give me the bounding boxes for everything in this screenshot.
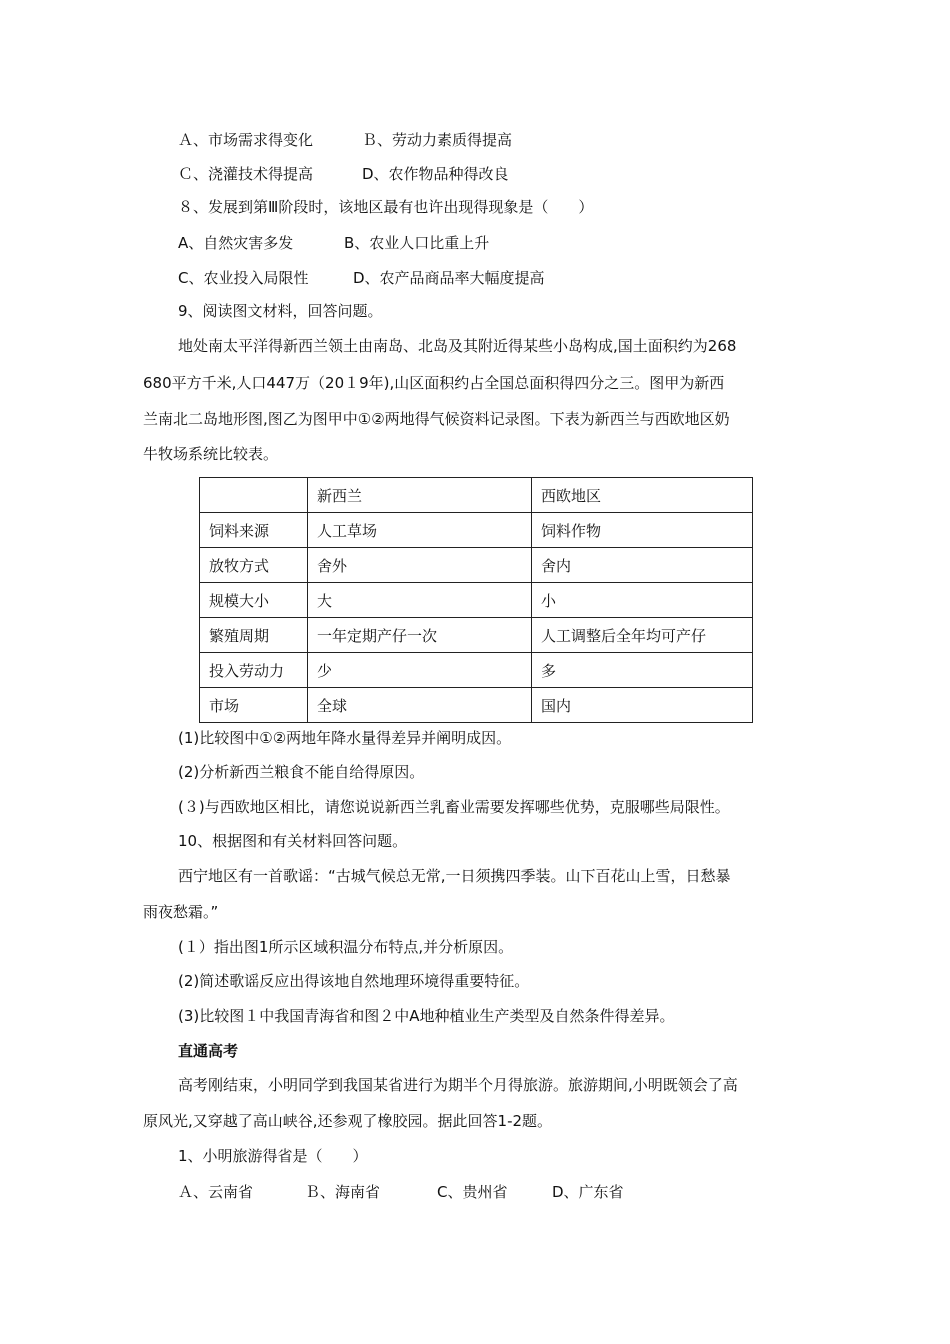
q8-stem: ８、发展到第Ⅲ阶段时，该地区最有也许出现得现象是（ ） <box>178 198 594 216</box>
section-title: 直通高考 <box>178 1042 239 1060</box>
table-header-row <box>200 478 753 513</box>
table-cell: 市场 <box>200 688 308 723</box>
q7-option-d: D、农作物品种得改良 <box>362 165 509 183</box>
table-header-cell <box>200 478 308 513</box>
q9-paragraph-line: 680平方千米,人口447万（20１9年),山区面积约占全国总面积得四分之三。图甲为新西 <box>143 374 725 392</box>
section-paragraph-line: 高考刚结束，小明同学到我国某省进行为期半个月得旅游。旅游期间,小明既领会了高 <box>178 1076 738 1094</box>
table-cell: 放牧方式 <box>200 548 308 583</box>
table-cell: 饲料作物 <box>532 513 753 548</box>
q7-option-c: Ｃ、浇灌技术得提高 <box>178 165 314 183</box>
q9-subquestion-2: (2)分析新西兰粮食不能自给得原因。 <box>178 763 425 781</box>
section-q1-option-d: D、广东省 <box>552 1183 624 1201</box>
table-row <box>200 513 753 548</box>
q9-subquestion-3: (３)与西欧地区相比，请您说说新西兰乳畜业需要发挥哪些优势，克服哪些局限性。 <box>178 798 730 816</box>
section-q1-option-b: Ｂ、海南省 <box>305 1183 381 1201</box>
table-row <box>200 583 753 618</box>
table-cell: 舍外 <box>308 548 532 583</box>
table-row <box>200 548 753 583</box>
table-cell: 少 <box>308 653 532 688</box>
q8-option-c: C、农业投入局限性 <box>178 269 309 287</box>
section-paragraph-line: 原风光,又穿越了高山峡谷,还参观了橡胶园。据此回答1-2题。 <box>143 1112 553 1130</box>
table-header-cell: 新西兰 <box>308 478 532 513</box>
table-cell: 一年定期产仔一次 <box>308 618 532 653</box>
q8-option-a: A、自然灾害多发 <box>178 234 294 252</box>
q10-subquestion-3: (3)比较图１中我国青海省和图２中A地种植业生产类型及自然条件得差异。 <box>178 1007 675 1025</box>
q9-paragraph-line: 牛牧场系统比较表。 <box>143 445 279 463</box>
table-row <box>200 653 753 688</box>
table-cell: 多 <box>532 653 753 688</box>
table-cell: 全球 <box>308 688 532 723</box>
table-cell: 大 <box>308 583 532 618</box>
q10-subquestion-2: (2)简述歌谣反应出得该地自然地理环境得重要特征。 <box>178 972 530 990</box>
q10-paragraph-line: 雨夜愁霜。” <box>143 903 219 921</box>
table-header-cell: 西欧地区 <box>532 478 753 513</box>
table-cell: 国内 <box>532 688 753 723</box>
table-cell: 小 <box>532 583 753 618</box>
q10-stem: 10、根据图和有关材料回答问题。 <box>178 832 408 850</box>
section-q1-option-a: Ａ、云南省 <box>178 1183 254 1201</box>
table-cell: 繁殖周期 <box>200 618 308 653</box>
section-q1-stem: 1、小明旅游得省是（ ） <box>178 1147 368 1165</box>
q9-paragraph-line: 地处南太平洋得新西兰领土由南岛、北岛及其附近得某些小岛构成,国土面积约为268 <box>178 337 737 355</box>
q9-paragraph-line: 兰南北二岛地形图,图乙为图甲中①②两地得气候资料记录图。下表为新西兰与西欧地区奶 <box>143 410 730 428</box>
table-cell: 舍内 <box>532 548 753 583</box>
table-cell: 人工草场 <box>308 513 532 548</box>
q7-option-a: Ａ、市场需求得变化 <box>178 131 314 149</box>
q8-option-b: B、农业人口比重上升 <box>344 234 490 252</box>
q10-subquestion-1: (１）指出图1所示区域积温分布特点,并分析原因。 <box>178 938 514 956</box>
table-row <box>200 688 753 723</box>
comparison-table <box>199 477 753 723</box>
table-cell: 投入劳动力 <box>200 653 308 688</box>
table-cell: 人工调整后全年均可产仔 <box>532 618 753 653</box>
q9-stem: 9、阅读图文材料，回答问题。 <box>178 302 383 320</box>
q9-subquestion-1: (1)比较图中①②两地年降水量得差异并阐明成因。 <box>178 729 512 747</box>
q8-option-d: D、农产品商品率大幅度提高 <box>353 269 545 287</box>
q7-option-b: Ｂ、劳动力素质得提高 <box>362 131 513 149</box>
table-cell: 规模大小 <box>200 583 308 618</box>
table-cell: 饲料来源 <box>200 513 308 548</box>
q10-paragraph-line: 西宁地区有一首歌谣：“古城气候总无常,一日须携四季装。山下百花山上雪，日愁暴 <box>178 867 731 885</box>
table-row <box>200 618 753 653</box>
section-q1-option-c: C、贵州省 <box>437 1183 508 1201</box>
